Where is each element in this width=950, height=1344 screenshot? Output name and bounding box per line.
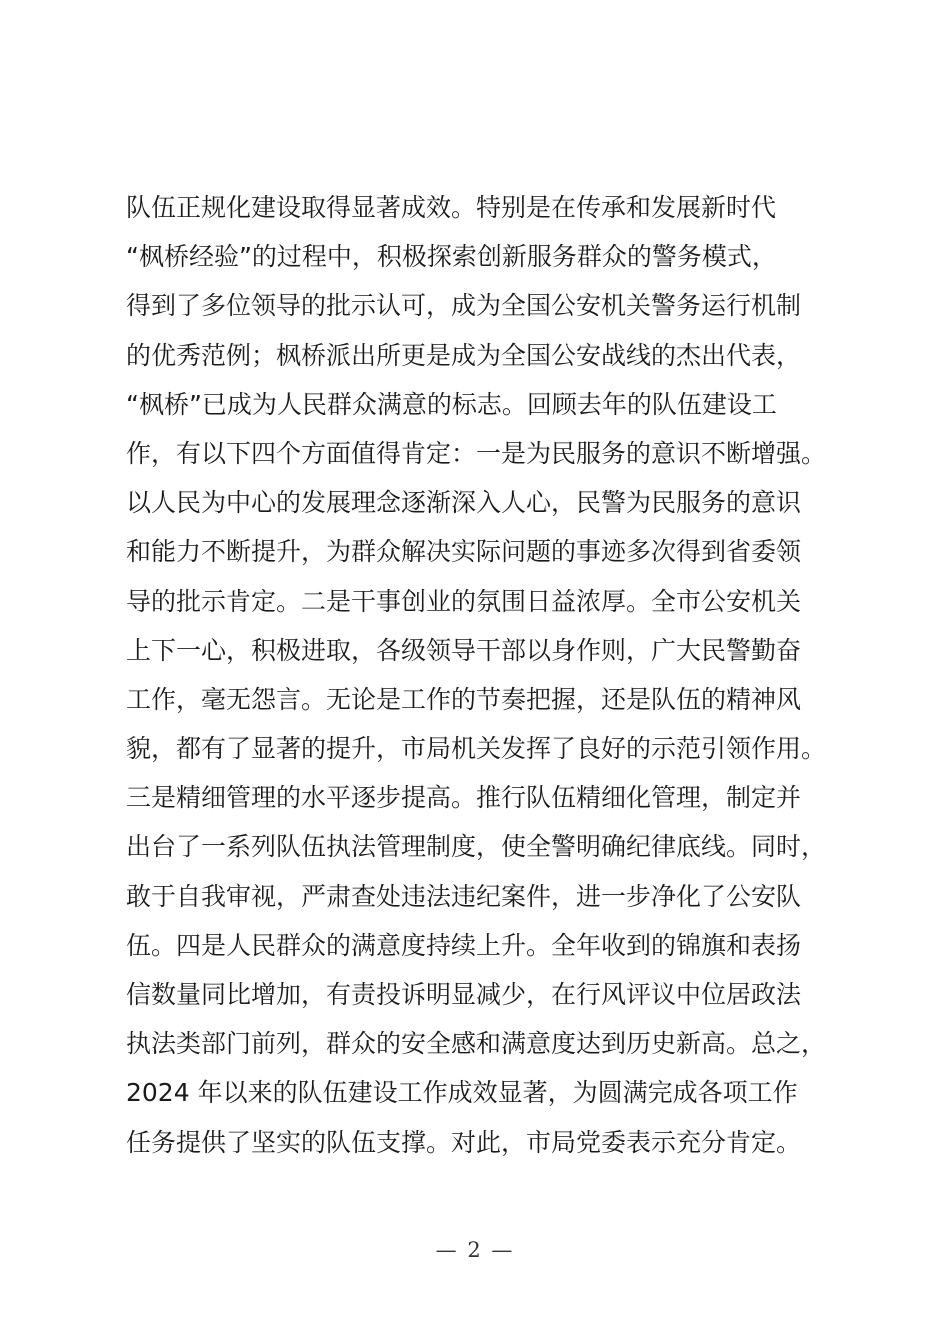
text-line: 上下一心，积极进取，各级领导干部以身作则，广大民警勤奋 [126, 635, 802, 665]
text-line: “枫桥经验”的过程中，积极探索创新服务群众的警务模式， [126, 242, 777, 272]
text-line: 貌，都有了显著的提升，市局机关发挥了良好的示范引领作用。 [126, 734, 827, 764]
text-line: 的优秀范例；枫桥派出所更是成为全国公安战线的杰出代表， [126, 340, 802, 370]
text-line: 得到了多位领导的批示认可，成为全国公安机关警务运行机制 [126, 291, 802, 321]
text-line: 作，有以下四个方面值得肯定：一是为民服务的意识不断增强。 [126, 438, 827, 468]
text-line: 队伍正规化建设取得显著成效。特别是在传承和发展新时代 [126, 193, 777, 222]
text-line: 伍。四是人民群众的满意度持续上升。全年收到的锦旗和表扬 [126, 930, 802, 960]
text-line: 导的批示肯定。二是干事创业的氛围日益浓厚。全市公安机关 [126, 586, 802, 616]
text-line: 信数量同比增加，有责投诉明显减少，在行风评议中位居政法 [126, 980, 802, 1009]
text-line: 和能力不断提升，为群众解决实际问题的事迹多次得到省委领 [126, 537, 802, 567]
page-number: — 2 — [435, 1238, 515, 1262]
text-line: 三是精细管理的水平逐步提高。推行队伍精细化管理，制定并 [126, 783, 802, 813]
text-line: 执法类部门前列，群众的安全感和满意度达到历史新高。总之， [126, 1029, 827, 1059]
text-line: 敢于自我审视，严肃查处违法违纪案件，进一步净化了公安队 [126, 881, 802, 911]
body-paragraph [126, 183, 846, 1167]
text-line: 2024 年以来的队伍建设工作成效显著，为圆满完成各项工作 [126, 1078, 798, 1108]
text-line: 任务提供了坚实的队伍支撑。对此，市局党委表示充分肯定。 [126, 1127, 802, 1157]
text-line: 出台了一系列队伍执法管理制度，使全警明确纪律底线。同时， [126, 832, 827, 862]
text-line: 以人民为中心的发展理念逐渐深入人心，民警为民服务的意识 [126, 488, 802, 518]
text-line: “枫桥”已成为人民群众满意的标志。回顾去年的队伍建设工 [126, 389, 777, 419]
text-line: 工作，毫无怨言。无论是工作的节奏把握，还是队伍的精神风 [126, 684, 802, 714]
